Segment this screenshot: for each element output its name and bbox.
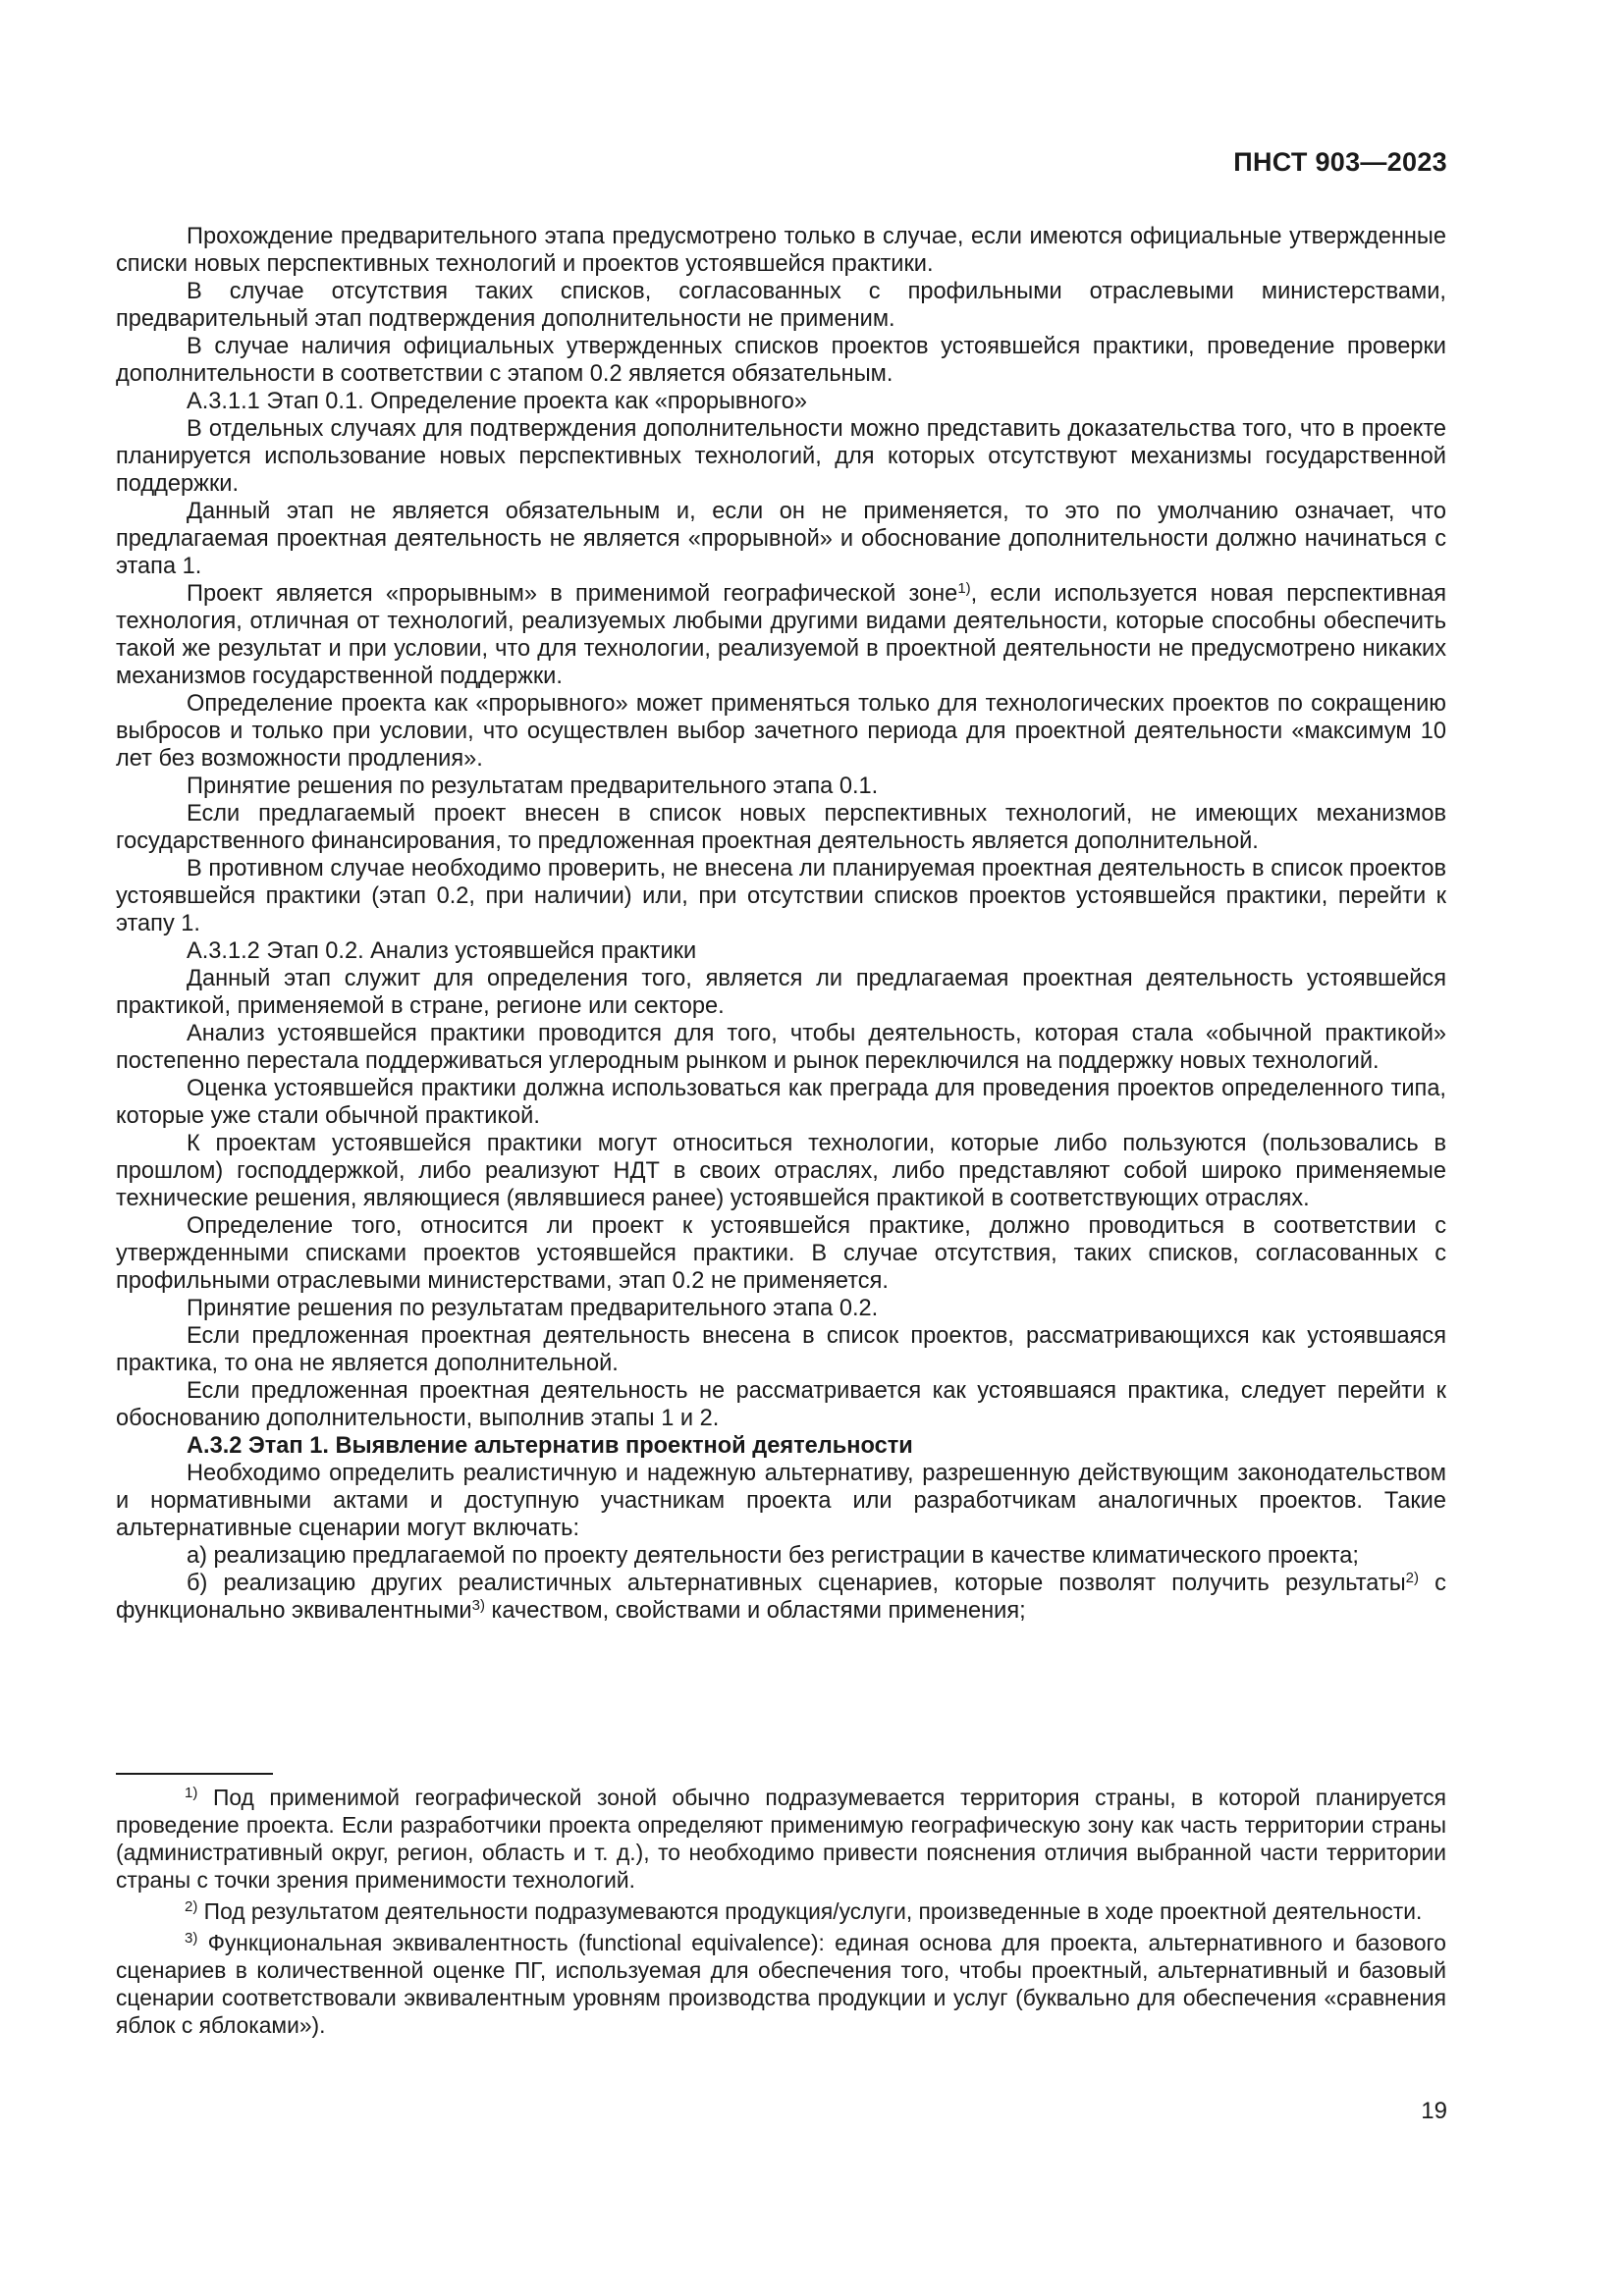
section-heading: А.3.2 Этап 1. Выявление альтернатив проектной деятельности bbox=[187, 1433, 913, 1459]
paragraph: В случае наличия официальных утвержденных списков проектов устоявшейся практики, проведение проверки дополнительности в соответствии с этапом 0.2 является обязательным. bbox=[116, 334, 1446, 387]
paragraph: Данный этап служит для определения того, является ли предлагаемая проектная деятельность устоявшейся практикой, применяемой в стране, регионе или секторе. bbox=[116, 966, 1446, 1019]
paragraph-text: , если используется новая перспективная технология, отличная от технологий, реализуемых любыми другими видами деятельности, которые способны обеспечить такой же результат и при условии, что для технологии, реализуемой в проектной деятельности не предусмотрено никаких механизмов государственной поддержки. bbox=[116, 581, 1446, 689]
paragraph: Принятие решения по результатам предварительного этапа 0.1. bbox=[187, 774, 879, 799]
footnote-mark: 2) bbox=[185, 1898, 198, 1915]
paragraph: Оценка устоявшейся практики должна использоваться как преграда для проведения проектов определенного типа, которые уже стали обычной практикой. bbox=[116, 1076, 1446, 1129]
paragraph-text: с функционально эквивалентными bbox=[116, 1571, 1446, 1624]
paragraph: Анализ устоявшейся практики проводится для того, чтобы деятельность, которая стала «обычной практикой» постепенно перестала поддерживаться углеродным рынком и рынок переключился на поддержку новых технологий. bbox=[116, 1021, 1446, 1074]
footnote bbox=[116, 1897, 1446, 1925]
footnote-text: Функциональная эквивалентность (functional equivalence): единая основа для проекта, альтернативного и базового сценариев в количественной оценке ПГ, используемая для обеспечения того, чтобы проектный, альтернативный и базовый сценарии соответствовали эквивалентным уровням производства продукции и услуг (буквально для обеспечения «сравнения яблок с яблоками»). bbox=[116, 1930, 1446, 2038]
subsection-heading: А.3.1.1 Этап 0.1. Определение проекта как «прорывного» bbox=[187, 389, 807, 414]
footnote-text: Под результатом деятельности подразумеваются продукция/услуги, произведенные в ходе проектной деятельности. bbox=[197, 1898, 1423, 1924]
footnote-mark: 1) bbox=[185, 1785, 198, 1801]
paragraph bbox=[116, 580, 1446, 690]
footnote bbox=[116, 1784, 1446, 1894]
paragraph-text: Проект является «прорывным» в применимой географической зоне bbox=[187, 581, 958, 607]
paragraph: Если предложенная проектная деятельность не рассматривается как устоявшаяся практика, следует перейти к обоснованию дополнительности, выполнив этапы 1 и 2. bbox=[116, 1378, 1446, 1431]
paragraph: В случае отсутствия таких списков, согласованных с профильными отраслевыми министерствами, предварительный этап подтверждения дополнительности не применим. bbox=[116, 279, 1446, 332]
subsection-heading: А.3.1.2 Этап 0.2. Анализ устоявшейся практики bbox=[187, 938, 697, 964]
paragraph-text: б) реализацию других реалистичных альтернативных сценариев, которые позволят получить результаты bbox=[187, 1571, 1406, 1596]
paragraph: Если предлагаемый проект внесен в список новых перспективных технологий, не имеющих механизмов государственного финансирования, то предложенная проектная деятельность является дополнительной. bbox=[116, 801, 1446, 854]
list-item bbox=[116, 1570, 1446, 1625]
paragraph: Если предложенная проектная деятельность внесена в список проектов, рассматривающихся как устоявшаяся практика, то она не является дополнительной. bbox=[116, 1323, 1446, 1376]
footnote-text: Под применимой географической зоной обычно подразумевается территория страны, в которой планируется проведение проекта. Если разработчики проекта определяют применимую географическую зону как часть территории страны (административный округ, регион, область и т. д.), то необходимо привести пояснения отличия выбранной части территории страны с точки зрения применимости технологий. bbox=[116, 1785, 1446, 1893]
footnote-divider bbox=[116, 1773, 273, 1775]
footnote-ref: 1) bbox=[957, 580, 971, 597]
paragraph: К проектам устоявшейся практики могут относиться технологии, которые либо пользуются (пользовались в прошлом) господдержкой, либо реализуют НДТ в своих отраслях, либо представляют собой широко применяемые технические решения, являющиеся (являвшиеся ранее) устоявшейся практикой в соответствующих отраслях. bbox=[116, 1131, 1446, 1211]
paragraph: В противном случае необходимо проверить, не внесена ли планируемая проектная деятельность в список проектов устоявшейся практики (этап 0.2, при наличии) или, при отсутствии списков проектов устоявшейся практики, перейти к этапу 1. bbox=[116, 856, 1446, 936]
standard-code: ПНСТ 903—2023 bbox=[1233, 147, 1447, 177]
page-number: 19 bbox=[1421, 2098, 1447, 2124]
body-text bbox=[116, 223, 1446, 1625]
paragraph-text: качеством, свойствами и областями применения; bbox=[484, 1598, 1026, 1624]
footnote-mark: 3) bbox=[185, 1930, 198, 1947]
paragraph: Необходимо определить реалистичную и надежную альтернативу, разрешенную действующим законодательством и нормативными актами и доступную участникам проекта или разработчикам аналогичных проектов. Такие альтернативные сценарии могут включать: bbox=[116, 1461, 1446, 1541]
paragraph: В отдельных случаях для подтверждения дополнительности можно представить доказательства того, что в проекте планируется использование новых перспективных технологий, для которых отсутствуют механизмы государственной поддержки. bbox=[116, 416, 1446, 497]
footnotes bbox=[116, 1784, 1446, 2043]
footnote-ref: 2) bbox=[1405, 1570, 1419, 1586]
paragraph: Принятие решения по результатам предварительного этапа 0.2. bbox=[187, 1296, 879, 1321]
footnote-ref: 3) bbox=[471, 1597, 485, 1614]
paragraph: Данный этап не является обязательным и, если он не применяется, то это по умолчанию означает, что предлагаемая проектная деятельность не является «прорывной» и обоснование дополнительности должно начинаться с этапа 1. bbox=[116, 499, 1446, 579]
list-item: а) реализацию предлагаемой по проекту деятельности без регистрации в качестве климатического проекта; bbox=[187, 1543, 1359, 1569]
paragraph: Прохождение предварительного этапа предусмотрено только в случае, если имеются официальные утвержденные списки новых перспективных технологий и проектов устоявшейся практики. bbox=[116, 224, 1446, 277]
paragraph: Определение проекта как «прорывного» может применяться только для технологических проектов по сокращению выбросов и только при условии, что осуществлен выбор зачетного периода для проектной деятельности «максимум 10 лет без возможности продления». bbox=[116, 691, 1446, 772]
footnote bbox=[116, 1929, 1446, 2039]
paragraph: Определение того, относится ли проект к устоявшейся практике, должно проводиться в соответствии с утвержденными списками проектов устоявшейся практики. В случае отсутствия, таких списков, согласованных с профильными отраслевыми министерствами, этап 0.2 не применяется. bbox=[116, 1213, 1446, 1294]
